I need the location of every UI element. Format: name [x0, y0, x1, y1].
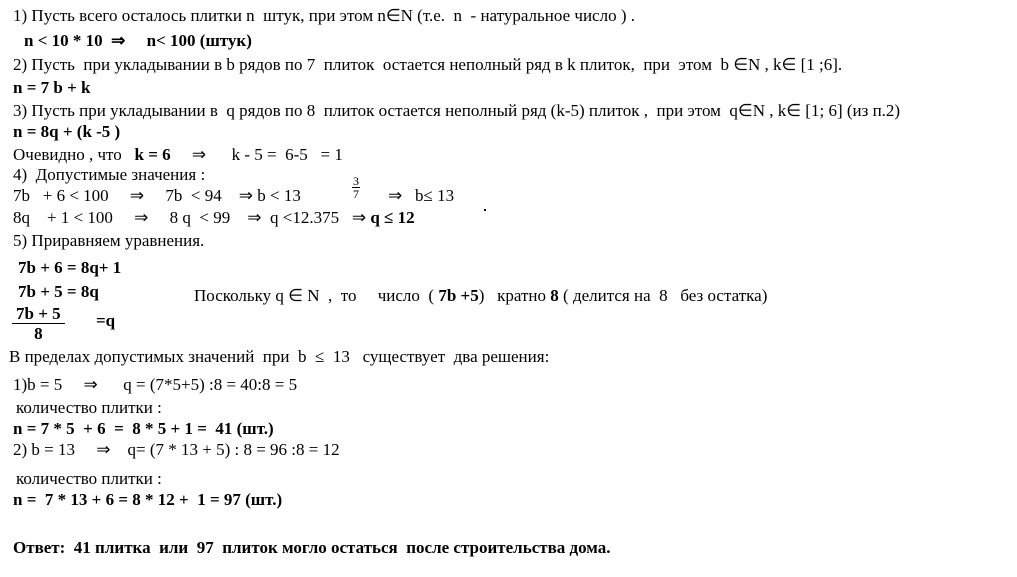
line-7-text: Очевидно , что	[13, 145, 135, 164]
line-4: n = 7 b + k	[13, 78, 91, 97]
line-1: 1) Пусть всего осталось плитки n штук, при этом n∈N (т.е. n - натуральное число ) .	[13, 6, 635, 25]
line-9-end-text: ⇒ b≤ 13	[388, 186, 455, 205]
fraction-denominator: 7	[353, 187, 359, 201]
side-note-b: 7b +5	[438, 286, 479, 305]
line-15: n = 7 * 5 + 6 = 8 * 5 + 1 = 41 (шт.)	[13, 419, 274, 438]
line-18: n = 7 * 13 + 6 = 8 * 12 + 1 = 97 (шт.)	[13, 490, 283, 509]
side-note-e: ( делится на 8 без остатка)	[558, 286, 768, 305]
equation-3-numerator: 7b + 5	[12, 305, 65, 324]
line-7-bold: k = 6	[134, 145, 171, 164]
line-5: 3) Пусть при укладывании в q рядов по 8 плиток остается неполный ряд (k-5) плиток , при этом q∈N , k∈ [1; 6] (из п.2)	[13, 101, 901, 120]
line-7-rest: ⇒ k - 5 = 6-5 = 1	[170, 145, 343, 164]
line-10	[13, 208, 415, 228]
line-10-text: 8q + 1 < 100 ⇒ 8 q < 99 ⇒ q <12.375 ⇒	[13, 208, 371, 227]
line-8: 4) Допустимые значения :	[13, 165, 206, 184]
line-11: 5) Приравняем уравнения.	[13, 231, 205, 250]
fraction-3-7	[352, 175, 360, 200]
equation-3-rhs: =q	[96, 311, 116, 330]
side-note	[194, 286, 767, 306]
side-note-d: 8	[550, 286, 559, 305]
line-17: количество плитки :	[16, 469, 162, 488]
equation-1: 7b + 6 = 8q+ 1	[18, 258, 122, 277]
equation-3-fraction	[12, 305, 65, 342]
line-9: 7b + 6 < 100 ⇒ 7b < 94 ⇒ b < 13	[13, 186, 301, 205]
line-10-bold: q ≤ 12	[370, 208, 415, 227]
stray-dot	[484, 209, 486, 211]
fraction-numerator: 3	[353, 174, 359, 188]
side-note-a: Поскольку q ∈ N , то число (	[194, 286, 439, 305]
equation-3-denominator: 8	[34, 324, 43, 343]
line-12: В пределах допустимых значений при b ≤ 13 существует два решения:	[9, 347, 550, 366]
side-note-c: ) кратно	[478, 286, 551, 305]
line-9-end	[388, 186, 454, 206]
line-13: 1)b = 5 ⇒ q = (7*5+5) :8 = 40:8 = 5	[13, 375, 298, 394]
line-6: n = 8q + (k -5 )	[13, 122, 121, 141]
equation-2: 7b + 5 = 8q	[18, 282, 99, 301]
line-3: 2) Пусть при укладывании в b рядов по 7 плиток остается неполный ряд в k плиток, при этом b ∈N , k∈ [1 ;6].	[13, 55, 843, 74]
line-7	[13, 145, 343, 165]
line-2: n < 10 * 10 ⇒ n< 100 (штук)	[24, 31, 252, 50]
line-16: 2) b = 13 ⇒ q= (7 * 13 + 5) : 8 = 96 :8 = 12	[13, 440, 340, 459]
line-14: количество плитки :	[16, 398, 162, 417]
answer-line: Ответ: 41 плитка или 97 плиток могло остаться после строительства дома.	[13, 538, 611, 557]
